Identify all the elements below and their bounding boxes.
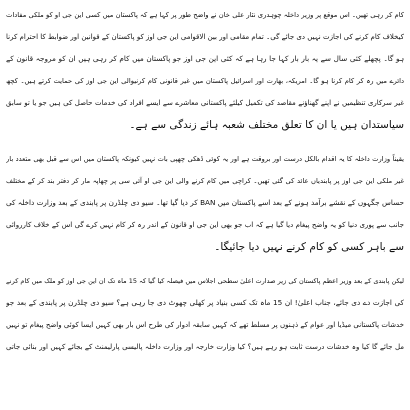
text-line: غیر ملکی این جی اوز پر پابندیاں عائد کی گئی تھیں۔ کراچی میں کام کرنے والی این جی او آئی سی پر چھاپہ مار کر دفتر بند کر کے مختلف xyxy=(6,177,404,185)
text-line: لیکن پابندی کے بعد وزیر اعظم پاکستان کی زیر صدارت اعلیٰ سطحی اجلاس میں فیصلہ کیا گیا کہ 15 ماہ تک ان این جی اوز کو ملک میں کام کرنے xyxy=(6,277,404,285)
text-line: کام کر رہی تھیں۔ اس موقع پر وزیر داخلہ چوہدری نثار علی خان نے واضح طور پر کہا ہے کہ پاکستان میں کسی این جی او کو ملکی مفادات xyxy=(6,11,404,19)
text-line: خدشات پاکستانی میڈیا اور عوام کے ذہنوں پر مسلط تھے کہ کہیں سابقہ ادوار کی طرح اس بار بھی کہیں ایسا کوئی واضح پیغام تو نہیں xyxy=(6,321,404,329)
text-line: حساس جگہوں کے نقشے برآمد ہونے کے بعد اسے پاکستان میں BAN کر دیا گیا تھا۔ سیو دی چلڈرن پر پابندی کے بعد وزارت داخلہ کی xyxy=(6,198,404,207)
text-line: یقیناً وزارت داخلہ کا یہ اقدام بالکل درست اور بروقت ہے اور یہ کوئی ڈھکی چھپی بات نہیں کیونکہ پاکستان میں اس سے قبل بھی متعدد بار xyxy=(6,155,404,163)
paragraph-1 xyxy=(6,4,404,136)
text-line: غیر سرکاری تنظیمیں نے اپنے گھناؤنے مقاصد کی تکمیل کیلئے پاکستانی معاشرے سے ایسے افراد کی خدمات حاصل کی ہیں جو یا تو سابق xyxy=(6,99,404,107)
text-line: جانب سے پوری دنیا کو یہ واضح پیغام دیا گیا ہے کہ اب جو بھی این جی او قانون کے اندر رہ کر کام نہیں کرے گی اس کے خلاف کارروائی xyxy=(6,221,404,229)
text-line: مل جائے گا کیا وہ خدشات درست ثابت ہو رہے ہیں؟ کیا وزارت خارجہ اور وزارت داخلہ پالیسی پارلیمنٹ کے بجائے کہیں اور بنائی جاتی xyxy=(6,343,404,351)
text-line: سیاستدان ہیں یا ان کا تعلق مختلف شعبہ ہائے زندگی سے ہے۔ xyxy=(129,119,404,131)
text-line: کی اجازت دے دی جائے، جناب اعلیٰ! ان 15 ماہ تک کسی بنیاد پر کھلی چھوٹ دی جا رہی ہے؟ سیو دی چلڈرن پر پابندی کے بعد جو xyxy=(6,298,404,307)
paragraph-3 xyxy=(6,270,404,358)
text-line: ہو گا۔ پچھلے کئی سال سے یہ بار بار کہا جا رہا ہے کہ کئی این جی اوز جو پاکستان میں کام کر رہی ہیں ان کو مروجہ قانون کے xyxy=(6,54,404,63)
paragraph-2 xyxy=(6,148,404,258)
text-line: سے باہر کسی کو کام کرنے نہیں دیا جائیگا۔ xyxy=(214,241,404,253)
text-line: دائرے میں رہ کر کام کرنا ہو گا۔ امریکہ، بھارت اور اسرائیل پاکستان میں غیر قانونی کام کرنیوالی این جی اوز کی حمایت کرتے ہیں۔ کچھ xyxy=(6,77,404,85)
text-line: کیخلاف کام کرنے کی اجازت نہیں دی جائے گی۔ تمام مقامی اور بین الاقوامی این جی اوز کو پاکستان کے قوانین اور ضوابط کا احترام کرنا xyxy=(6,33,404,41)
